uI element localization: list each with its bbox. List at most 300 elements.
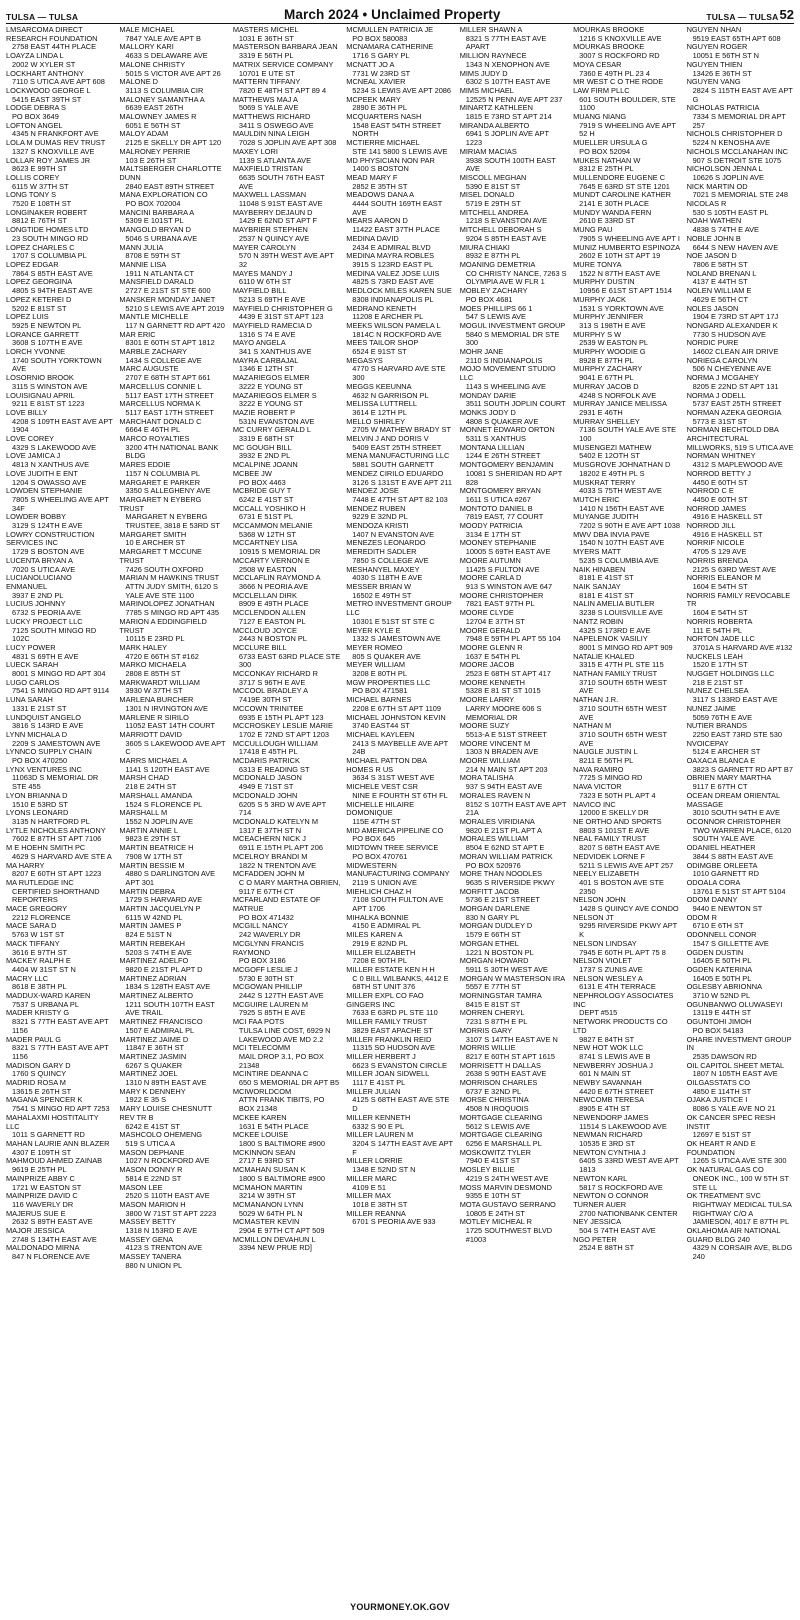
owner-address: 4325 S 173RD E AVE <box>579 625 651 635</box>
owner-name: MURRAY JACOB D <box>573 381 639 391</box>
list-item <box>346 801 453 827</box>
owner-name: MA RUTLEDGE INC <box>6 877 74 887</box>
owner-address: 5368 W 12TH ST <box>238 529 296 539</box>
owner-name: MATTERN TIFFANY <box>232 77 301 87</box>
list-item <box>460 940 567 957</box>
list-item <box>6 644 113 661</box>
owner-name: MOORE GERALD <box>459 625 521 635</box>
owner-name: MARSHALL M <box>119 808 168 818</box>
owner-address: 3214 W 39TH ST <box>238 1191 296 1201</box>
owner-address: 2434 E ADMIRAL BLVD <box>352 242 431 252</box>
owner-name: MAINPRIZE ABBY C <box>6 1173 75 1183</box>
owner-name: NGUYEN VANG <box>686 77 741 87</box>
owner-address: 10081 S SHERIDAN RD APT 828 <box>465 468 563 487</box>
owner-name: MONTGOMERY BENJAMIN <box>459 460 554 470</box>
owner-address: 5557 E 77TH ST <box>465 982 521 992</box>
owner-address: 7028 S JOPLIN AVE APT 308 <box>238 138 337 148</box>
list-item <box>687 966 794 983</box>
owner-address: 3107 S 147TH EAST AVE N <box>465 1034 558 1044</box>
list-item <box>6 879 113 905</box>
owner-name: MANN JULIA <box>119 242 164 252</box>
list-item <box>119 905 226 922</box>
owner-address: 6131 E 4TH TERRACE <box>579 982 656 992</box>
list-item <box>460 818 567 835</box>
list-item <box>6 296 113 313</box>
list-item <box>6 435 113 452</box>
list-item <box>119 331 226 348</box>
list-item <box>573 444 680 461</box>
list-item <box>346 357 453 383</box>
list-item <box>460 696 567 722</box>
list-item <box>119 479 226 496</box>
list-item <box>233 1166 340 1183</box>
owner-address: 5814 E 22ND ST <box>125 1173 182 1183</box>
owner-address: 1310 N 89TH EAST AVE <box>125 1078 207 1088</box>
owner-name: MICHELLE HILAIRE DOMONIQUE <box>346 799 415 818</box>
list-item <box>6 87 113 104</box>
owner-address: 1407 N EVANSTON AVE <box>352 529 435 539</box>
owner-name: ODOM R <box>686 912 717 922</box>
owner-address: 1702 E 72ND ST APT 1203 <box>238 729 329 739</box>
owner-address: 8001 S MINGO RD APT 304 <box>12 669 106 679</box>
list-item <box>233 818 340 835</box>
list-item <box>573 513 680 530</box>
owner-address: PO BOX 4463 <box>238 477 286 487</box>
list-item <box>233 392 340 409</box>
owner-address: 3710 W 52ND PL <box>692 991 751 1001</box>
owner-address: 9229 E 32ND PL <box>352 512 408 522</box>
owner-name: MANA EXPLORATION CO <box>119 190 208 200</box>
owner-address: C O MARY MARTHA OBRIEN, 9117 E 67TH CT <box>238 877 341 896</box>
list-item <box>233 1018 340 1044</box>
list-item <box>573 1236 680 1253</box>
owner-name: MASTERS MICHEL <box>232 26 299 34</box>
owner-address: 1604 E 54TH ST <box>692 608 748 618</box>
owner-name: MOODY PATRICIA <box>459 521 523 531</box>
owner-address: 6115 W 37TH ST <box>12 181 69 191</box>
owner-name: MUELLER URSULA G <box>573 138 648 148</box>
list-item <box>119 1131 226 1148</box>
owner-name: MAHAN LAURIE ANN BLAZER <box>6 1139 110 1148</box>
owner-name: MARRS MICHAEL A <box>119 756 188 766</box>
list-item <box>573 566 680 583</box>
owner-name: NICHOLSON JENNA L <box>686 164 763 174</box>
owner-name: LUCY POWER <box>6 642 56 652</box>
page-title: March 2024 • Unclaimed Property <box>284 7 501 22</box>
owner-name: MOJO MOVEMENT STUDIO LLC <box>459 364 556 383</box>
owner-name: MAJOR JESSICA <box>6 1226 65 1236</box>
owner-name: MASTERSON BARBARA JEAN <box>232 42 338 52</box>
list-item <box>233 61 340 78</box>
owner-address: 12525 N PENN AVE APT 237 <box>465 94 563 104</box>
owner-name: ODANIEL HEATHER <box>686 843 756 853</box>
owner-name: LOWDER BOBBY <box>6 512 66 522</box>
owner-address: 7945 E 60TH PL APT 75 8 <box>579 947 666 957</box>
owner-address: 8928 E 87TH PL <box>579 355 634 365</box>
owner-name: MCMAHAN SUSAN K <box>232 1165 306 1175</box>
owner-address: 4720 E 66TH ST #162 <box>125 651 199 661</box>
list-item <box>573 400 680 417</box>
owner-name: MEYER KYLE E <box>346 625 401 635</box>
owner-address: 4633 S DELAWARE AVE <box>125 51 208 61</box>
owner-name: MARTIN REBEKAH <box>119 938 185 948</box>
owner-name: MILES KAREN A <box>346 930 403 940</box>
owner-name: MCDONALD KATELYN M <box>232 816 318 826</box>
owner-address: 504 S 74TH EAST AVE <box>579 1226 656 1236</box>
owner-name: MEDINA MAYRA ROBLES <box>346 251 435 261</box>
owner-name: MILLER REANNA <box>346 1208 406 1218</box>
list-item <box>233 270 340 287</box>
owner-address: 2700 NATIONBANK CENTER <box>579 1208 678 1218</box>
owner-name: MUTCH ERIC <box>573 494 620 504</box>
owner-address: 1522 N 87TH EAST AVE <box>579 268 661 278</box>
owner-address: 2125 S 63RD WEST AVE <box>692 564 777 574</box>
owner-address: 1547 S GILLETTE AVE <box>692 938 769 948</box>
owner-address: 805 S QUAKER AVE <box>352 651 421 661</box>
owner-address: 2824 S 115TH EAST AVE APT G <box>692 85 793 104</box>
list-item <box>573 801 680 818</box>
list-item <box>6 679 113 696</box>
owner-name: LOVE COREY <box>6 434 55 444</box>
owner-address: 5211 S LEWIS AVE APT 257 <box>579 860 674 870</box>
owner-address: 4030 S 118TH E AVE <box>352 573 423 583</box>
owner-name: LUCENTA BRYAN A <box>6 555 73 565</box>
list-item <box>573 1018 680 1044</box>
owner-name: MARRIOTT DAVID <box>119 729 182 739</box>
list-item <box>6 862 113 879</box>
list-item <box>6 600 113 617</box>
list-item <box>233 305 340 322</box>
owner-address: PO BOX 580083 <box>352 33 408 43</box>
owner-address: 2413 S MAYBELLE AVE APT 24B <box>352 738 449 757</box>
owner-address: 1346 E 12TH ST <box>238 364 294 374</box>
owner-address: 7127 E EASTON PL <box>238 616 306 626</box>
owner-name: NATHAN J.R. <box>573 695 619 705</box>
list-item <box>687 539 794 556</box>
owner-name: MEDINA DAVID <box>346 233 399 243</box>
owner-address: 3126 S 131ST E AVE APT 211 <box>352 477 452 487</box>
owner-address: 3816 S 143RD E AVE <box>12 721 84 731</box>
owner-name: MURRAY SHELLEY <box>573 416 640 426</box>
owner-address: 8905 E 4TH ST <box>579 1104 631 1114</box>
owner-name: MICHAEL JOHNSTON KEVIN <box>346 712 446 722</box>
owner-address: 8205 E 22ND ST APT 131 <box>692 381 779 391</box>
owner-address: 8207 E 60TH ST APT 1223 <box>12 869 102 879</box>
owner-address: 4123 S TRENTON AVE <box>125 1243 203 1253</box>
owner-address: 2890 E 36TH PL <box>352 103 407 113</box>
owner-address: 7731 W 23RD ST <box>352 68 411 78</box>
list-item <box>119 383 226 400</box>
list-item <box>6 731 113 748</box>
owner-address: 7520 E 108TH ST <box>12 199 72 209</box>
owner-address: 2002 W XYLER ST <box>12 59 76 69</box>
list-item <box>346 1175 453 1192</box>
owner-name: MORTGAGE CLEARING <box>459 1130 543 1140</box>
list-item <box>233 426 340 443</box>
list-item <box>687 200 794 217</box>
owner-address: 1611 S UTICA #267 <box>465 494 531 504</box>
list-item <box>6 809 113 826</box>
list-item <box>460 487 567 504</box>
owner-name: LOPEZ EDGAR <box>6 259 59 269</box>
owner-name: MITCHELL DEBORAH S <box>459 225 542 235</box>
owner-address: 2537 N QUINCY AVE <box>238 233 310 243</box>
owner-name: NICHOLS MCCLANAHAN INC <box>686 146 788 156</box>
owner-name: MIRIAM MACIAS <box>459 146 517 156</box>
owner-name: NGUYEN THIEN <box>686 59 743 69</box>
owner-address: 10 E ARCHER ST <box>125 538 185 548</box>
list-item <box>6 104 113 121</box>
owner-name: MANSKER MONDAY JANET <box>119 294 216 304</box>
owner-name: LOCKHART ANTHONY <box>6 68 84 78</box>
list-item <box>6 157 113 174</box>
owner-name: LORCH YVONNE <box>6 347 66 357</box>
list-item <box>119 940 226 957</box>
list-item <box>6 557 113 574</box>
owner-name: ODOM DANNY <box>686 895 738 905</box>
list-item <box>460 1131 567 1148</box>
owner-address: MARGARET N EYBERG TRUSTEE, 3818 E 53RD ST <box>125 512 220 531</box>
owner-name: NORMA J MCGAHEY <box>686 373 759 383</box>
list-item <box>6 70 113 87</box>
owner-name: MARTINEZ ADELFO <box>119 956 189 966</box>
owner-name: MIDTOWN TREE SERVICE <box>346 843 439 853</box>
list-item <box>573 1175 680 1192</box>
list-item <box>6 748 113 765</box>
owner-address: 3710 SOUTH 65TH WEST AVE <box>579 703 667 722</box>
owner-address: 7541 S MINGO RD APT 9114 <box>12 686 110 696</box>
owner-address: 8618 E 38TH PL <box>12 982 67 992</box>
owner-name: MIEHLICH CHAZ H <box>346 886 412 896</box>
owner-name: MILLER MAX <box>346 1191 392 1201</box>
owner-address: 1729 S BOSTON AVE <box>12 547 85 557</box>
list-item <box>687 61 794 78</box>
owner-name: MOORE CLYDE <box>459 608 514 618</box>
list-item <box>460 522 567 539</box>
owner-address: 1331 E 21ST ST <box>12 703 67 713</box>
list-item <box>6 374 113 391</box>
owner-address: CO CHRISTY NANCE, 7263 S OLYMPIA AVE W FLR 1 <box>465 268 567 287</box>
list-item <box>6 957 113 974</box>
owner-address: 1031 E 36TH ST <box>238 33 294 43</box>
owner-address: 1400 S BOSTON <box>352 164 409 174</box>
list-item <box>346 157 453 174</box>
list-item <box>346 339 453 356</box>
list-item <box>687 1018 794 1035</box>
owner-name: MCMANANON LYNN <box>232 1199 304 1209</box>
owner-name: NEWBY SAVANNAH <box>573 1078 642 1088</box>
owner-name: MADISON GARY D <box>6 1060 71 1070</box>
owner-name: MUSGROVE JOHNATHAN D <box>573 460 671 470</box>
owner-name: OAXACA BLANCA E <box>686 756 756 766</box>
list-item <box>573 1131 680 1148</box>
owner-name: OJAKA JUSTICE I <box>686 1095 748 1105</box>
owner-name: MORFITT JACOB <box>459 886 520 896</box>
list-item <box>346 470 453 487</box>
owner-address: 5203 S 74TH E AVE <box>125 947 192 957</box>
owner-address: 4770 S HARVARD AVE STE 300 <box>352 364 446 383</box>
list-item <box>573 600 680 617</box>
owner-address: 2919 E 82ND PL <box>352 938 408 948</box>
owner-name: MCCLAFLIN RAYMOND A <box>232 573 321 583</box>
list-item <box>573 635 680 652</box>
list-item <box>687 374 794 391</box>
list-item <box>346 679 453 696</box>
owner-name: OK HEART R AND E FOUNDATION <box>686 1139 756 1157</box>
list-item <box>460 1184 567 1201</box>
owner-address: 7231 S 87TH E PL <box>465 1017 528 1027</box>
owner-address: 11052 EAST 14TH COURT <box>125 721 215 731</box>
owner-address: 12000 E SKELLY DR <box>579 808 649 818</box>
owner-address: 4831 S 69TH E AVE <box>12 651 79 661</box>
owner-address: 4880 S DARLINGTON AVE APT 301 <box>125 869 216 887</box>
list-item <box>233 165 340 191</box>
owner-name: MCMASTER KEVIN <box>232 1217 300 1227</box>
owner-address: 7940 E 41ST ST <box>465 1156 521 1166</box>
owner-address: 1318 N 153RD E AVE <box>125 1226 198 1236</box>
owner-name: ODONNELL CONOR <box>686 930 757 940</box>
owner-address: 6115 W 42ND PL <box>125 912 183 922</box>
owner-name: NELSON JT <box>573 912 614 922</box>
list-item <box>460 322 567 348</box>
list-item <box>687 740 794 757</box>
list-item <box>6 1114 113 1140</box>
list-item <box>233 26 340 43</box>
owner-address: 401 S BOSTON AVE STE 2350 <box>579 877 664 896</box>
owner-name: MCMILLON DEVAHUN L <box>232 1234 316 1244</box>
owner-name: MILLER MARC <box>346 1173 397 1183</box>
owner-name: MORA TALISHA <box>459 773 514 783</box>
owner-name: MA HARRY <box>6 860 45 870</box>
list-item <box>687 862 794 879</box>
list-item <box>573 278 680 295</box>
list-item <box>233 687 340 704</box>
owner-name: NEWTON O CONNOR TURNER AUER <box>573 1191 649 1209</box>
owner-name: MEDLOCK MILES KAREN SUE <box>346 286 452 296</box>
owner-address: 1552 N JOPLIN AVE <box>125 816 194 826</box>
owner-name: MCI TELECOMM <box>232 1043 291 1053</box>
owner-name: MATRIX SERVICE COMPANY <box>232 59 334 69</box>
owner-address: 8001 S MINGO RD APT 909 <box>579 642 673 652</box>
owner-name: MONTOTO DANIEL B <box>459 503 533 513</box>
owner-name: MALLORY KARI <box>119 42 174 52</box>
list-item <box>687 409 794 426</box>
owner-name: LOPEZ GEORGINA <box>6 277 73 287</box>
owner-name: MCGILL NANCY <box>232 921 289 931</box>
owner-name: MELLO SHIRLEY <box>346 416 406 426</box>
list-item <box>346 487 453 504</box>
owner-name: MORRISON CHARLES <box>459 1078 538 1088</box>
owner-address: 218 E 21ST ST <box>692 677 743 687</box>
owner-name: NEWMAN RICHARD <box>573 1130 643 1140</box>
owner-address: 530 S 105TH EAST PL <box>692 207 769 217</box>
list-item <box>119 844 226 861</box>
owner-name: OIL CAPITOL SHEET METAL <box>686 1060 785 1070</box>
list-item <box>460 740 567 757</box>
owner-address: 14602 CLEAN AIR DRIVE <box>692 347 779 357</box>
list-item <box>573 870 680 896</box>
owner-name: NORRIF NICOLE <box>686 538 745 548</box>
owner-address: 6941 S JOPLIN AVE APT 1223 <box>465 129 549 148</box>
list-item <box>687 635 794 652</box>
list-item <box>346 1192 453 1209</box>
owner-name: MARTINEZ FRANCISCO <box>119 1017 203 1027</box>
owner-name: LOPEZ CHARLES C <box>6 242 75 252</box>
owner-name: MARTINEZ JOEL <box>119 1069 178 1079</box>
owner-address: 3930 W 37TH ST <box>125 686 183 696</box>
owner-name: MANGOLD BRYAN D <box>119 225 192 235</box>
list-item <box>460 957 567 974</box>
owner-address: 4312 S MAPLEWOOD AVE <box>692 460 783 470</box>
owner-address: 6051 E 56TH ST <box>125 120 181 130</box>
owner-name: NICHOLS CHRISTOPHER D <box>686 129 783 139</box>
list-item <box>6 487 113 513</box>
list-item <box>460 191 567 208</box>
page-number: 52 <box>779 7 794 22</box>
owner-address: 116 WAVERLY DR <box>12 1199 74 1209</box>
list-item <box>233 922 340 939</box>
owner-address: 7136 SOUTH YALE AVE STE 100 <box>579 425 677 444</box>
owner-name: NELSON VIOLET <box>573 956 632 966</box>
list-item <box>687 470 794 487</box>
list-item <box>233 592 340 609</box>
owner-name: MURPHY JENNIFER <box>573 312 644 322</box>
owner-name: MEGGS KEEUNNA <box>346 381 412 391</box>
owner-address: 5213 S 69TH E AVE <box>238 294 306 304</box>
listing-column <box>119 26 226 1594</box>
list-item <box>460 348 567 365</box>
owner-address: 7905 S WHEELING AVE APT I <box>579 233 680 243</box>
owner-address: 2840 EAST 89TH STREET <box>125 181 215 191</box>
owner-address: 1265 S UTICA AVE STE 300 <box>692 1156 787 1166</box>
owner-name: LOWRY CONSTRUCTION SERVICES INC <box>6 529 95 548</box>
list-item <box>687 322 794 339</box>
owner-address: 3394 NEW PRUE RD] <box>238 1243 312 1253</box>
owner-address: 4137 E 44TH ST <box>692 277 748 287</box>
list-item <box>6 766 113 792</box>
owner-address: 1139 S ATLANTA AVE <box>238 155 312 165</box>
owner-address: 9211 E 81ST ST 1223 <box>12 399 85 409</box>
owner-address: 8217 E 60TH ST APT 1615 <box>465 1051 555 1061</box>
owner-address: 2110 S INDIANAPOLIS <box>465 355 543 365</box>
owner-address: 9820 E 21ST PL APT A <box>465 825 542 835</box>
owner-name: MEDRANO KENETH <box>346 303 417 313</box>
list-item <box>346 26 453 43</box>
owner-name: NALIN AMELIA BUTLER <box>573 599 655 609</box>
owner-address: 3113 S COLUMBIA CIR <box>125 85 204 95</box>
list-item <box>460 1096 567 1113</box>
owner-name: MURRAY JANICE MELISSA <box>573 399 667 409</box>
owner-address: 5224 N KENOSHA AVE <box>692 138 771 148</box>
owner-address: 4808 S QUAKER AVE <box>465 416 539 426</box>
owner-name: NEW HOT WOK LLC <box>573 1043 644 1053</box>
owner-address: 2632 S 89TH EAST AVE <box>12 1217 93 1227</box>
owner-address: PO BOX 54183 <box>692 1025 744 1035</box>
owner-name: MAYER CAROLYN <box>232 242 296 252</box>
owner-name: LONGTIDE HOMES LTD <box>6 225 89 235</box>
owner-address: 6935 E 15TH PL APT 123 <box>238 712 324 722</box>
owner-address: 2610 E 33RD ST <box>579 216 636 226</box>
owner-name: MCCARTNEY LISA <box>232 538 298 548</box>
owner-address: 1221 N BOSTON PL <box>465 947 534 957</box>
owner-address: 2808 E 85TH ST <box>125 669 181 679</box>
owner-address: 1303 N BRADEN AVE <box>465 747 539 757</box>
list-item <box>460 870 567 887</box>
list-item <box>233 644 340 670</box>
list-item <box>346 1157 453 1174</box>
owner-name: NEAL FAMILY TRUST <box>573 834 647 844</box>
list-item <box>346 78 453 95</box>
